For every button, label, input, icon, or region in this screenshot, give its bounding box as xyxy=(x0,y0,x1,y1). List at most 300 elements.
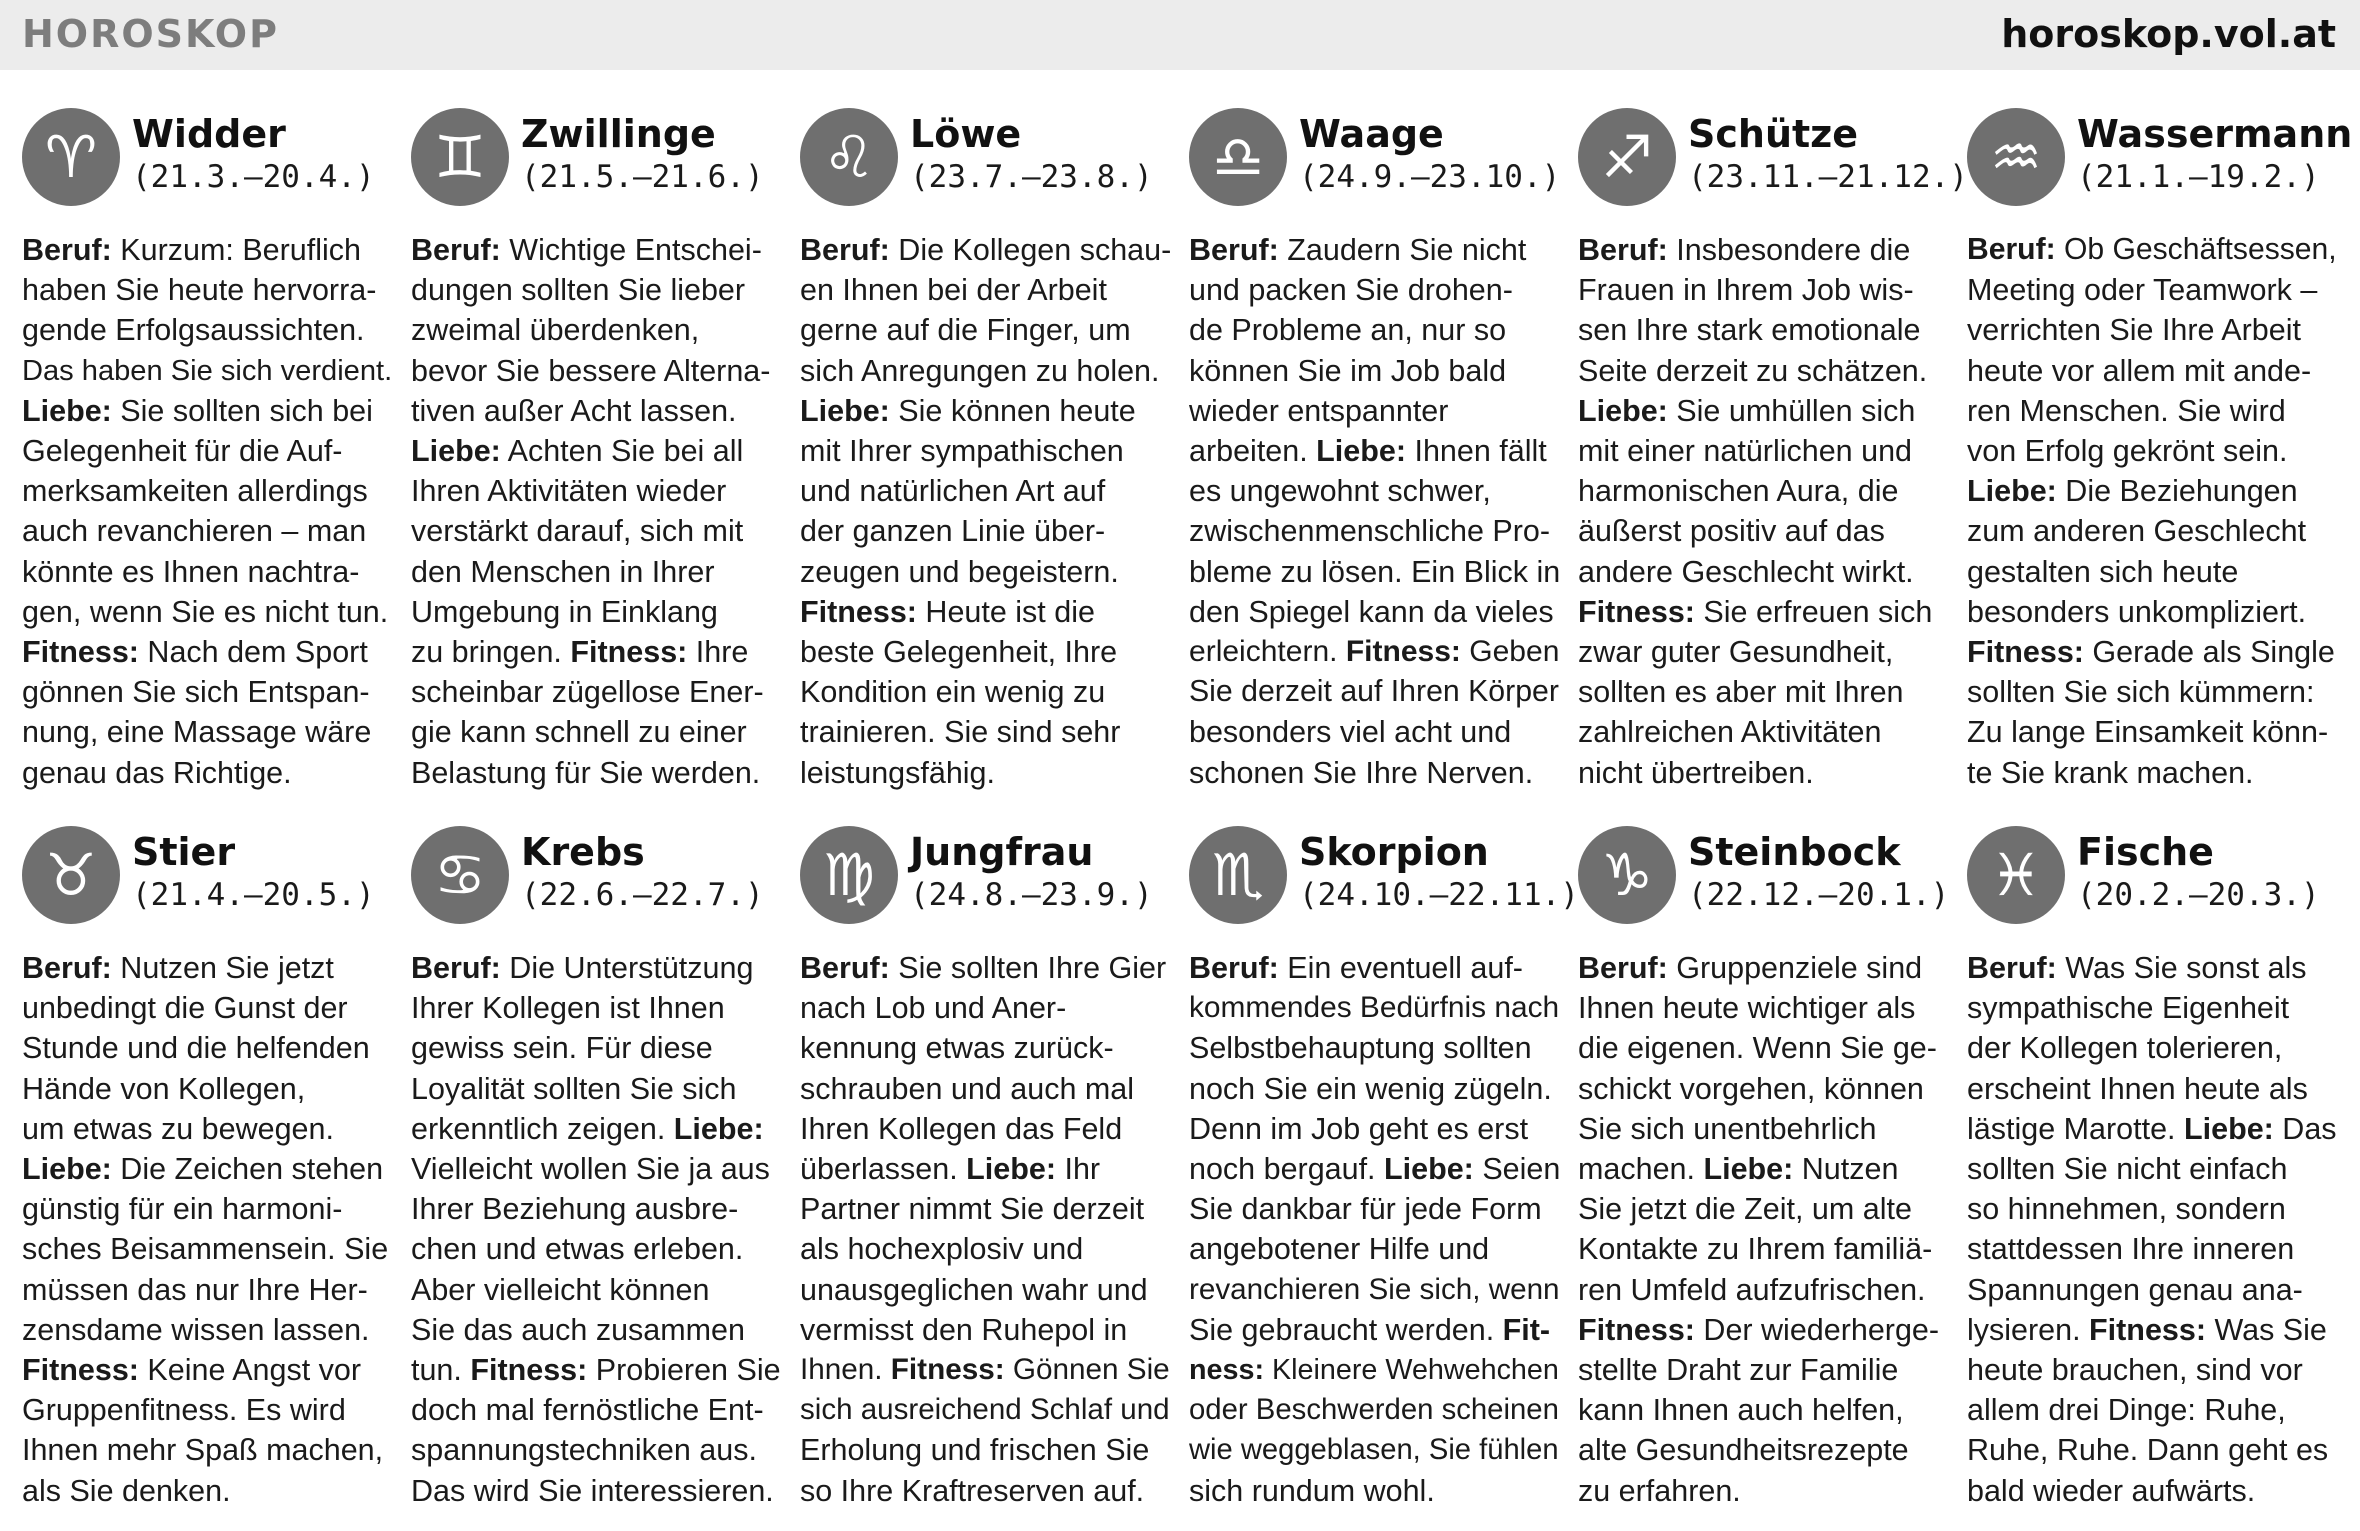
text-segment: alte Gesundheitsrezepte xyxy=(1578,1433,1909,1468)
text-segment: Ihre xyxy=(687,635,749,670)
text-segment: stattdessen Ihre inneren xyxy=(1967,1232,2295,1267)
text-line xyxy=(800,230,1172,270)
sign-forecast-text xyxy=(22,948,394,1511)
text-line xyxy=(1189,1069,1561,1109)
text-segment: Ob Geschäftsessen, xyxy=(2055,233,2337,266)
text-segment: wie weggeblasen, Sie fühlen xyxy=(1189,1434,1559,1467)
text-segment: doch mal fernöstliche Ent- xyxy=(411,1393,764,1428)
sign-date-range: (23.7.–23.8.) xyxy=(910,159,1153,195)
text-line xyxy=(411,511,783,551)
text-segment: Meeting oder Teamwork – xyxy=(1967,273,2318,308)
text-line xyxy=(800,1189,1172,1229)
text-segment: gen, wenn Sie es nicht tun. xyxy=(22,594,389,629)
text-line xyxy=(1578,632,1950,672)
text-segment: lysieren. xyxy=(1967,1312,2090,1347)
text-line xyxy=(1967,948,2339,988)
text-segment: oder Beschwerden scheinen xyxy=(1189,1393,1559,1427)
text-line xyxy=(1189,431,1561,471)
text-segment: Sie jetzt die Zeit, um alte xyxy=(1578,1192,1912,1227)
text-line xyxy=(411,230,783,270)
text-segment: heute brauchen, sind vor xyxy=(1967,1353,2303,1388)
text-line xyxy=(1578,1310,1950,1350)
text-line xyxy=(1189,1149,1561,1189)
text-line xyxy=(1578,1229,1950,1269)
text-segment: Ihnen fällt xyxy=(1406,434,1547,469)
text-segment: stellte Draht zur Familie xyxy=(1578,1353,1899,1388)
text-segment: sollten Sie nicht einfach xyxy=(1967,1152,2288,1187)
text-line xyxy=(1967,1149,2339,1189)
sign-forecast-text xyxy=(411,230,783,793)
page-title: HOROSKOP xyxy=(22,12,279,56)
category-label: Beruf: xyxy=(1967,951,2057,985)
text-segment: Spannungen genau ana- xyxy=(1967,1272,2303,1307)
lion-icon: ♌ xyxy=(800,108,898,206)
text-segment: sympathische Eigenheit xyxy=(1967,991,2290,1026)
text-line xyxy=(1967,1350,2339,1390)
text-segment: es ungewohnt schwer, xyxy=(1189,474,1491,509)
sign-card-jungfrau xyxy=(800,826,1172,1526)
text-segment: Vielleicht wollen Sie ja aus xyxy=(411,1152,770,1187)
text-segment: zeugen und begeistern. xyxy=(800,554,1119,589)
text-segment: erkenntlich zeigen. xyxy=(411,1111,674,1146)
text-segment: sich ausreichend Schlaf und xyxy=(800,1393,1170,1427)
text-line xyxy=(1967,471,2339,511)
category-label: Fitness: xyxy=(470,1353,588,1388)
text-line xyxy=(22,310,394,350)
text-segment: die eigenen. Wenn Sie ge- xyxy=(1578,1031,1937,1066)
text-line xyxy=(22,988,394,1028)
text-line xyxy=(800,1109,1172,1149)
text-segment: Sie sich unentbehrlich xyxy=(1578,1111,1877,1146)
text-line xyxy=(1189,1109,1561,1149)
category-label: Liebe: xyxy=(22,1152,112,1187)
text-line xyxy=(1189,948,1561,988)
category-label: Beruf: xyxy=(1967,233,2056,266)
text-segment: zwischenmenschliche Pro- xyxy=(1189,514,1551,549)
text-line xyxy=(22,230,394,270)
text-segment: Ihren Kollegen das Feld xyxy=(800,1111,1123,1146)
text-segment: schrauben und auch mal xyxy=(800,1071,1135,1106)
text-segment: wieder entspannter xyxy=(1189,393,1449,428)
text-line xyxy=(411,431,783,471)
sign-date-range: (21.5.–21.6.) xyxy=(521,159,764,195)
text-line xyxy=(1189,632,1561,672)
text-line xyxy=(22,753,394,793)
text-line xyxy=(800,471,1172,511)
text-line xyxy=(1967,712,2339,752)
text-segment: sich Anregungen zu holen. xyxy=(800,353,1160,388)
text-segment: Hände von Kollegen, xyxy=(22,1071,306,1106)
text-line xyxy=(22,1229,394,1269)
text-line xyxy=(411,1390,783,1430)
text-segment: dungen sollten Sie lieber xyxy=(411,273,746,308)
text-line xyxy=(1967,511,2339,551)
text-segment: Die Kollegen schau- xyxy=(889,233,1172,267)
text-line xyxy=(411,672,783,712)
text-line xyxy=(411,632,783,672)
text-line xyxy=(1189,1229,1561,1269)
text-segment: zweimal überdenken, xyxy=(411,313,700,348)
text-segment: gewiss sein. Für diese xyxy=(411,1031,713,1066)
sign-name: Löwe xyxy=(910,112,1022,156)
text-segment: zu erfahren. xyxy=(1578,1473,1741,1508)
text-line xyxy=(22,948,394,988)
sign-name: Waage xyxy=(1299,112,1444,156)
text-segment: sches Beisammensein. Sie xyxy=(22,1232,389,1267)
text-line xyxy=(800,431,1172,471)
text-segment: der Kollegen tolerieren, xyxy=(1967,1031,2283,1066)
sign-card-wassermann xyxy=(1967,108,2353,808)
text-line xyxy=(1967,431,2339,471)
sign-card-krebs xyxy=(411,826,783,1526)
text-line xyxy=(800,511,1172,551)
text-segment: haben Sie heute hervorra- xyxy=(22,273,377,308)
text-segment: Selbstbehauptung sollten xyxy=(1189,1031,1532,1066)
text-line xyxy=(800,988,1172,1028)
text-segment: unausgeglichen wahr und xyxy=(800,1272,1148,1307)
category-label: Fitness: xyxy=(22,635,139,670)
text-line xyxy=(411,351,783,391)
text-line xyxy=(1967,988,2339,1028)
text-segment: günstig für ein harmoni- xyxy=(22,1192,343,1227)
sign-name: Steinbock xyxy=(1688,830,1901,874)
text-line xyxy=(411,391,783,431)
text-segment: erleichtern. xyxy=(1189,635,1346,669)
text-line xyxy=(1578,431,1950,471)
text-segment: Ihnen. xyxy=(800,1353,891,1387)
text-segment: Keine Angst vor xyxy=(138,1353,362,1388)
text-segment: der ganzen Linie über- xyxy=(800,514,1106,549)
text-segment: spannungstechniken aus. xyxy=(411,1433,757,1468)
text-line xyxy=(1578,1350,1950,1390)
sign-header xyxy=(800,826,1172,930)
category-label: Fitness: xyxy=(1967,635,2084,670)
category-label: Beruf: xyxy=(1189,233,1279,267)
text-line xyxy=(800,1229,1172,1269)
text-segment: merksamkeiten allerdings xyxy=(22,474,368,509)
text-segment: arbeiten. xyxy=(1189,434,1317,469)
text-line xyxy=(1189,1270,1561,1310)
text-line xyxy=(1967,391,2339,431)
text-segment: so hinnehmen, sondern xyxy=(1967,1192,2286,1227)
text-segment: von Erfolg gekrönt sein. xyxy=(1967,434,2288,469)
text-segment: Loyalität sollten Sie sich xyxy=(411,1071,737,1106)
text-line xyxy=(1578,712,1950,752)
sign-card-steinbock xyxy=(1578,826,1950,1526)
sign-forecast-text xyxy=(411,948,783,1511)
text-segment: Was Sie xyxy=(2205,1312,2327,1347)
sign-date-range: (22.6.–22.7.) xyxy=(521,877,764,913)
text-segment: Geben xyxy=(1460,635,1560,669)
category-label: Beruf: xyxy=(800,233,890,267)
text-segment: Partner nimmt Sie derzeit xyxy=(800,1192,1145,1227)
text-segment: zum anderen Geschlecht xyxy=(1967,514,2307,549)
text-line xyxy=(1967,1471,2339,1511)
text-line xyxy=(1189,552,1561,592)
text-segment: mit einer natürlichen und xyxy=(1578,434,1912,469)
sign-forecast-text xyxy=(1967,230,2339,793)
sign-forecast-text xyxy=(800,230,1172,793)
category-label: Liebe: xyxy=(411,434,501,469)
text-line xyxy=(1967,1028,2339,1068)
text-line xyxy=(22,1189,394,1229)
text-line xyxy=(800,351,1172,391)
sign-date-range: (21.3.–20.4.) xyxy=(132,159,375,195)
text-line xyxy=(411,1229,783,1269)
text-segment: können Sie im Job bald xyxy=(1189,353,1507,388)
text-line xyxy=(22,1310,394,1350)
text-segment: zensdame wissen lassen. xyxy=(22,1312,370,1347)
text-segment: heute vor allem mit ande- xyxy=(1967,353,2312,388)
text-segment: Wichtige Entschei- xyxy=(500,233,762,267)
text-segment: Das wird Sie interessieren. xyxy=(411,1473,774,1508)
text-line xyxy=(1967,1229,2339,1269)
text-segment: Insbesondere die xyxy=(1667,233,1911,267)
text-line xyxy=(411,988,783,1028)
category-label: Liebe: xyxy=(2184,1111,2274,1146)
text-segment: besonders viel acht und xyxy=(1189,715,1512,750)
text-line xyxy=(22,1390,394,1430)
text-line xyxy=(1189,672,1561,712)
text-segment: machen. xyxy=(1578,1152,1704,1187)
text-segment: gönnen Sie sich Entspan- xyxy=(22,675,370,710)
category-label: Beruf: xyxy=(1189,951,1279,985)
text-segment: Sie erfreuen sich xyxy=(1694,594,1933,629)
text-line xyxy=(1578,270,1950,310)
text-segment: erscheint Ihnen heute als xyxy=(1967,1071,2308,1106)
text-segment: gie kann schnell zu einer xyxy=(411,715,747,750)
text-segment: verstärkt darauf, sich mit xyxy=(411,514,744,549)
text-segment: Die Unterstützung xyxy=(500,951,754,985)
sign-name: Wassermann xyxy=(2077,112,2353,156)
text-segment: andere Geschlecht wirkt. xyxy=(1578,554,1914,589)
text-segment: Ihr xyxy=(1056,1152,1101,1187)
text-segment: sich rundum wohl. xyxy=(1189,1473,1435,1508)
sign-card-zwillinge xyxy=(411,108,783,808)
text-segment: Ihrer Beziehung ausbre- xyxy=(411,1192,739,1227)
text-segment: Gelegenheit für die Auf- xyxy=(22,434,343,469)
text-segment: könnte es Ihnen nachtra- xyxy=(22,554,360,589)
text-segment: Stunde und die helfenden xyxy=(22,1031,370,1066)
text-line xyxy=(1189,310,1561,350)
text-segment: revanchieren Sie sich, wenn xyxy=(1189,1272,1560,1306)
text-line xyxy=(411,1149,783,1189)
text-line xyxy=(22,632,394,672)
sign-header xyxy=(1189,826,1579,930)
text-segment: Gönnen Sie xyxy=(1004,1353,1170,1387)
text-line xyxy=(1967,552,2339,592)
text-segment: den Menschen in Ihrer xyxy=(411,554,715,589)
scorpion-icon: ♏ xyxy=(1189,826,1287,924)
text-segment: kann Ihnen auch helfen, xyxy=(1578,1393,1904,1428)
category-label: Fitness: xyxy=(1345,635,1461,669)
text-line xyxy=(1578,1069,1950,1109)
sign-card-waage xyxy=(1189,108,1561,808)
text-line xyxy=(411,270,783,310)
sign-forecast-text xyxy=(800,948,1172,1511)
category-label: Liebe: xyxy=(1316,434,1406,469)
category-label: Liebe: xyxy=(1384,1152,1474,1187)
text-segment: und natürlichen Art auf xyxy=(800,474,1106,509)
sign-date-range: (21.4.–20.5.) xyxy=(132,877,375,913)
text-line xyxy=(1967,270,2339,310)
text-segment: angebotener Hilfe und xyxy=(1189,1232,1490,1267)
category-label: Fitness: xyxy=(1578,1312,1695,1347)
text-segment: Umgebung in Einklang xyxy=(411,594,718,629)
text-line xyxy=(22,712,394,752)
text-segment: de Probleme an, nur so xyxy=(1189,313,1507,348)
text-segment: beste Gelegenheit, Ihre xyxy=(800,635,1118,670)
text-line xyxy=(411,1350,783,1390)
text-segment: Kontakte zu Ihrem familiä- xyxy=(1578,1232,1933,1267)
text-segment: Ihnen mehr Spaß machen, xyxy=(22,1433,384,1468)
text-segment: Was Sie sonst als xyxy=(2056,951,2307,985)
text-line xyxy=(22,511,394,551)
text-line xyxy=(1967,230,2339,270)
text-line xyxy=(1189,1350,1561,1390)
sign-date-range: (23.11.–21.12.) xyxy=(1688,159,1968,195)
category-label: Liebe: xyxy=(1703,1152,1794,1187)
sign-card-loewe xyxy=(800,108,1172,808)
sign-header xyxy=(22,108,394,212)
text-segment: tiven außer Acht lassen. xyxy=(411,393,737,428)
text-line xyxy=(800,391,1172,431)
text-line xyxy=(1189,1390,1561,1430)
text-segment: verrichten Sie Ihre Arbeit xyxy=(1967,313,2301,348)
text-line xyxy=(1967,632,2339,672)
text-segment: besonders unkompliziert. xyxy=(1967,594,2307,629)
text-line xyxy=(411,1430,783,1470)
text-segment: schickt vorgehen, können xyxy=(1578,1071,1924,1106)
text-line xyxy=(411,1028,783,1068)
fish-icon: ♓ xyxy=(1967,826,2065,924)
sign-forecast-text xyxy=(1967,948,2339,1511)
sign-card-schuetze xyxy=(1578,108,1968,808)
page-header xyxy=(0,0,2360,70)
text-line xyxy=(800,1471,1172,1511)
sign-header xyxy=(1578,108,1968,212)
sign-card-skorpion xyxy=(1189,826,1579,1526)
text-line xyxy=(411,552,783,592)
text-line xyxy=(22,552,394,592)
text-segment: kennung etwas zurück- xyxy=(800,1031,1114,1066)
text-segment: nach Lob und Aner- xyxy=(800,991,1067,1026)
text-line xyxy=(800,552,1172,592)
category-label: Fitness: xyxy=(800,594,917,629)
text-line xyxy=(1967,310,2339,350)
category-label: Fitness: xyxy=(22,1353,139,1388)
sign-header xyxy=(800,108,1172,212)
text-line xyxy=(411,310,783,350)
text-segment: Heute ist die xyxy=(916,594,1095,629)
text-segment: Sie derzeit auf Ihren Körper xyxy=(1189,675,1559,709)
text-segment: den Spiegel kann da vieles xyxy=(1189,594,1554,629)
category-label: ness: xyxy=(1189,1354,1265,1387)
text-line xyxy=(1578,1471,1950,1511)
category-label: Liebe: xyxy=(966,1152,1056,1187)
text-line xyxy=(1578,391,1950,431)
text-segment: lästige Marotte. xyxy=(1967,1111,2184,1146)
text-line xyxy=(1967,672,2339,712)
text-line xyxy=(22,1471,394,1511)
text-line xyxy=(800,1069,1172,1109)
text-line xyxy=(22,1028,394,1068)
text-line xyxy=(22,1270,394,1310)
text-segment: ren Menschen. Sie wird xyxy=(1967,393,2286,428)
text-segment: Ruhe, Ruhe. Dann geht es xyxy=(1967,1433,2329,1468)
sign-card-widder xyxy=(22,108,394,808)
sign-card-stier xyxy=(22,826,394,1526)
text-line xyxy=(1578,988,1950,1028)
text-segment: mit Ihrer sympathischen xyxy=(800,434,1124,469)
sign-forecast-text xyxy=(1578,230,1950,793)
text-segment: noch bergauf. xyxy=(1189,1152,1385,1187)
text-segment: schonen Sie Ihre Nerven. xyxy=(1189,755,1534,790)
text-line xyxy=(22,1430,394,1470)
text-line xyxy=(1189,592,1561,632)
text-line xyxy=(1578,1189,1950,1229)
text-segment: müssen das nur Ihre Her- xyxy=(22,1272,368,1307)
text-segment: zu bringen. xyxy=(411,635,571,670)
text-line xyxy=(1967,753,2339,793)
category-label: Beruf: xyxy=(800,951,890,985)
text-segment: noch Sie ein wenig zügeln. xyxy=(1189,1071,1552,1106)
text-line xyxy=(22,431,394,471)
text-segment: Nach dem Sport xyxy=(138,635,368,670)
text-segment: Sie dankbar für jede Form xyxy=(1189,1192,1542,1227)
text-line xyxy=(411,948,783,988)
text-line xyxy=(1189,511,1561,551)
sign-header xyxy=(22,826,394,930)
text-line xyxy=(1967,1310,2339,1350)
text-line xyxy=(1967,1109,2339,1149)
sign-name: Fische xyxy=(2077,830,2214,874)
bull-icon: ♉ xyxy=(22,826,120,924)
text-line xyxy=(1578,1028,1950,1068)
text-segment: vermisst den Ruhepol in xyxy=(800,1312,1128,1347)
text-line xyxy=(1578,552,1950,592)
sign-header xyxy=(1967,108,2353,212)
sign-name: Schütze xyxy=(1688,112,1859,156)
text-line xyxy=(800,1270,1172,1310)
text-line xyxy=(1189,1430,1561,1470)
sign-forecast-text xyxy=(1189,948,1561,1511)
text-line xyxy=(22,270,394,310)
text-line xyxy=(800,1028,1172,1068)
text-line xyxy=(411,1270,783,1310)
text-line xyxy=(1578,1149,1950,1189)
text-line xyxy=(22,672,394,712)
text-segment: Nutzen xyxy=(1793,1152,1899,1187)
sign-name: Zwillinge xyxy=(521,112,716,156)
text-segment: Das xyxy=(2273,1111,2337,1146)
text-line xyxy=(22,391,394,431)
text-line xyxy=(22,1149,394,1189)
text-segment: trainieren. Sie sind sehr xyxy=(800,715,1121,750)
text-segment: Aber vielleicht können xyxy=(411,1272,710,1307)
category-label: Beruf: xyxy=(411,233,501,267)
sign-card-fische xyxy=(1967,826,2339,1526)
text-segment: Sie sollten Ihre Gier xyxy=(889,951,1167,985)
text-line xyxy=(411,471,783,511)
category-label: Fitness: xyxy=(1578,594,1695,629)
sign-forecast-text xyxy=(22,230,394,793)
text-segment: gende Erfolgsaussichten. xyxy=(22,313,365,348)
text-line xyxy=(411,712,783,752)
text-segment: zwar guter Gesundheit, xyxy=(1578,635,1894,670)
category-label: Fitness: xyxy=(2089,1312,2206,1347)
text-segment: Probieren Sie xyxy=(587,1353,781,1388)
